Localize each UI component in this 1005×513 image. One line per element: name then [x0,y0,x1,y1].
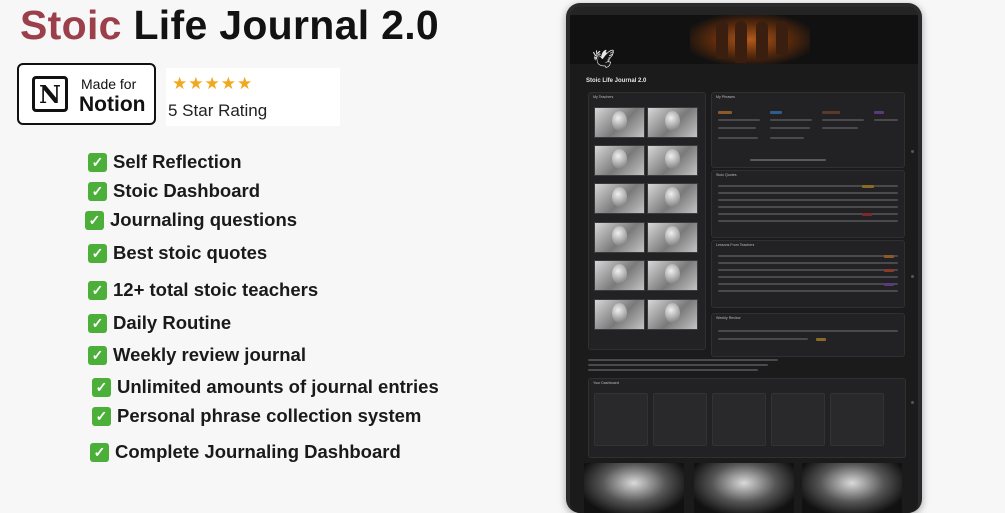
feature-item [92,405,421,427]
feature-item [88,312,231,334]
feature-label: Journaling questions [110,209,298,230]
statue-image [802,463,902,513]
phrases-panel-title: My Phrases [716,95,735,99]
check-icon: ✓ [85,211,104,230]
feature-item [90,441,401,463]
title-accent: Stoic [20,2,122,48]
browser-top-bar [570,7,918,15]
rating-text: 5 Star Rating [168,101,268,120]
statue-image [584,463,684,513]
check-icon: ✓ [92,407,111,426]
scroll-handle[interactable] [911,401,914,404]
teacher-photo[interactable] [647,222,698,253]
weekly-review-panel [711,313,905,357]
feature-label: Personal phrase collection system [117,405,422,426]
feature-item [88,344,306,366]
teacher-photo[interactable] [594,222,645,253]
title-rest: Life Journal 2.0 [133,2,440,48]
teachers-panel [588,92,706,350]
check-icon: ✓ [88,182,107,201]
teacher-photo[interactable] [594,260,645,291]
badge-brand: Notion [79,93,146,116]
feature-item [85,209,297,231]
notion-logo-icon: N [32,76,68,112]
feature-label: Complete Journaling Dashboard [115,441,401,462]
teacher-photo[interactable] [647,299,698,330]
feature-label: Best stoic quotes [113,242,268,263]
journal-card[interactable] [712,393,766,446]
made-for-notion-badge [17,63,156,125]
feature-item [92,376,439,398]
star-rating-icon: ★★★★★ [172,74,254,93]
check-icon: ✓ [88,153,107,172]
notion-screen [570,7,918,513]
feature-item [88,242,267,264]
feature-label: Weekly review journal [113,344,306,365]
teachers-panel-title: My Teachers [593,95,614,99]
weekly-review-panel-title: Weekly Review [716,316,741,320]
badge-made-for: Made for [81,76,137,92]
dashboard-panel-title: Your Dashboard [593,381,619,385]
feature-item [88,279,318,301]
feature-label: Self Reflection [113,151,242,172]
teacher-photo[interactable] [594,183,645,214]
lessons-panel-title: Lessons From Teachers [716,243,755,247]
journal-card[interactable] [771,393,825,446]
lessons-panel [711,240,905,308]
dashboard-panel [588,378,906,458]
tablet-mockup [566,3,922,513]
statue-image [694,463,794,513]
check-icon: ✓ [92,378,111,397]
feature-label: Daily Routine [113,312,232,333]
check-icon: ✓ [88,244,107,263]
check-icon: ✓ [88,314,107,333]
page-title [20,2,439,49]
teacher-photo[interactable] [647,107,698,138]
scroll-handle[interactable] [911,275,914,278]
teacher-photo[interactable] [594,145,645,176]
check-icon: ✓ [88,346,107,365]
journal-card[interactable] [594,393,648,446]
feature-label: 12+ total stoic teachers [113,279,319,300]
cover-image [570,15,918,64]
teacher-photo[interactable] [594,107,645,138]
journal-card[interactable] [830,393,884,446]
phrases-panel [711,92,905,168]
stoic-quotes-panel [711,170,905,238]
feature-item [88,180,260,202]
teacher-photo[interactable] [647,183,698,214]
stoic-quotes-panel-title: Stoic Quotes [716,173,737,177]
feature-item [88,151,242,173]
notion-page-title: Stoic Life Journal 2.0 [586,78,647,84]
teacher-photo[interactable] [594,299,645,330]
teacher-photo[interactable] [647,145,698,176]
check-icon: ✓ [88,281,107,300]
dove-icon: 🕊 [592,49,615,69]
scroll-handle[interactable] [911,150,914,153]
rating-box [166,68,340,126]
check-icon: ✓ [90,443,109,462]
journal-card[interactable] [653,393,707,446]
feature-label: Unlimited amounts of journal entries [117,376,439,397]
teacher-photo[interactable] [647,260,698,291]
feature-label: Stoic Dashboard [113,180,260,201]
